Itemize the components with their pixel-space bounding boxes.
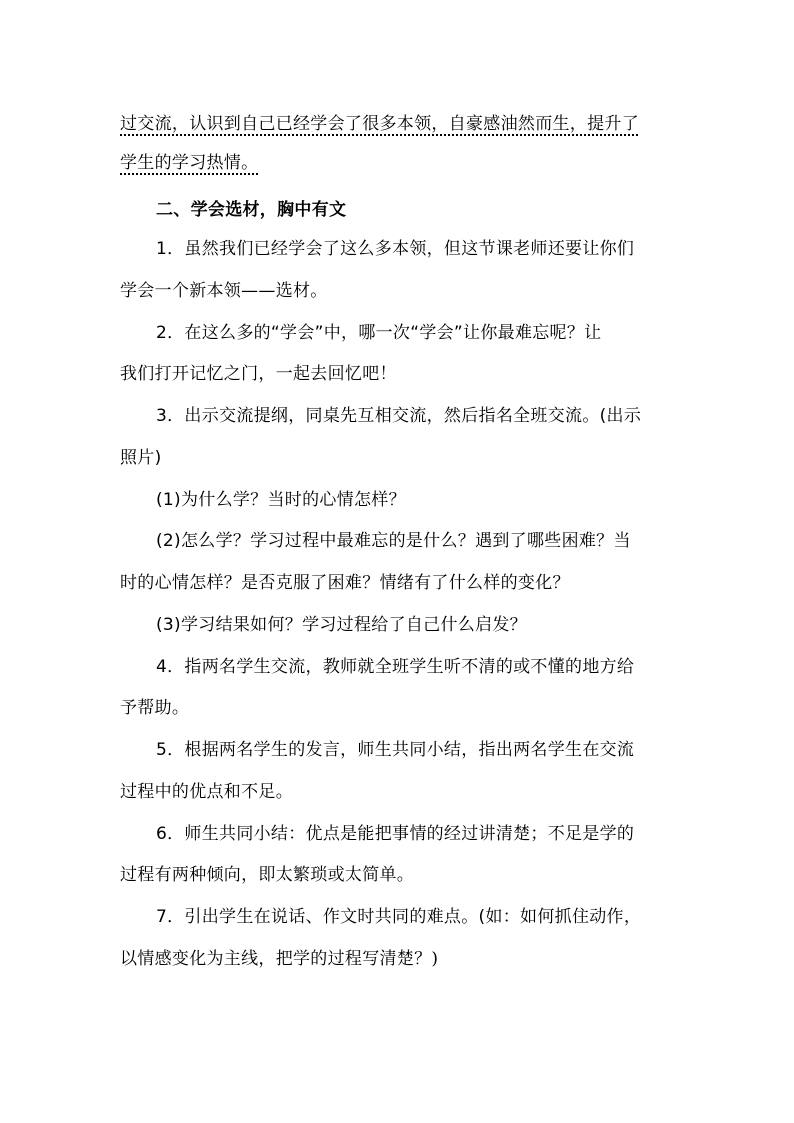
section-heading: 二、学会选材，胸中有文 xyxy=(156,200,347,220)
intro-line-2: 学生的学习热情。 xyxy=(120,153,259,173)
item-2-line-2: 我们打开记忆之门，一起去回忆吧！ xyxy=(120,364,397,384)
intro-line-1: 过交流，认识到自己已经学会了很多本领，自豪感油然而生，提升了 xyxy=(120,114,639,134)
item-3-line-1: 3．出示交流提纲，同桌先互相交流，然后指名全班交流。(出示 xyxy=(156,406,642,426)
item-3-line-2: 照片) xyxy=(120,448,162,468)
item-3-sub-1: (1)为什么学？当时的心情怎样？ xyxy=(156,490,406,510)
item-3-sub-3: (3)学习结果如何？学习过程给了自己什么启发？ xyxy=(156,615,527,635)
item-5-line-1: 5．根据两名学生的发言，师生共同小结，指出两名学生在交流 xyxy=(156,740,635,760)
item-4-line-1: 4．指两名学生交流，教师就全班学生听不清的或不懂的地方给 xyxy=(156,657,635,677)
item-6-line-2: 过程有两种倾向，即太繁琐或太简单。 xyxy=(120,865,415,885)
item-3-sub-2-line-2: 时的心情怎样？是否克服了困难？情绪有了什么样的变化？ xyxy=(120,573,570,593)
item-5-line-2: 过程中的优点和不足。 xyxy=(120,782,293,802)
item-7-line-2: 以情感变化为主线，把学的过程写清楚？) xyxy=(120,949,439,969)
item-4-line-2: 予帮助。 xyxy=(120,698,190,718)
item-1-line-1: 1．虽然我们已经学会了这么多本领，但这节课老师还要让你们 xyxy=(156,239,635,259)
item-7-line-1: 7．引出学生在说话、作文时共同的难点。(如：如何抓住动作， xyxy=(156,907,642,927)
item-2-line-1: 2．在这么多的“学会”中，哪一次“学会”让你最难忘呢？让 xyxy=(156,323,602,343)
item-3-sub-2-line-1: (2)怎么学？学习过程中最难忘的是什么？遇到了哪些困难？当 xyxy=(156,531,631,551)
item-6-line-1: 6．师生共同小结：优点是能把事情的经过讲清楚；不足是学的 xyxy=(156,824,635,844)
item-1-line-2: 学会一个新本领——选材。 xyxy=(120,281,328,301)
